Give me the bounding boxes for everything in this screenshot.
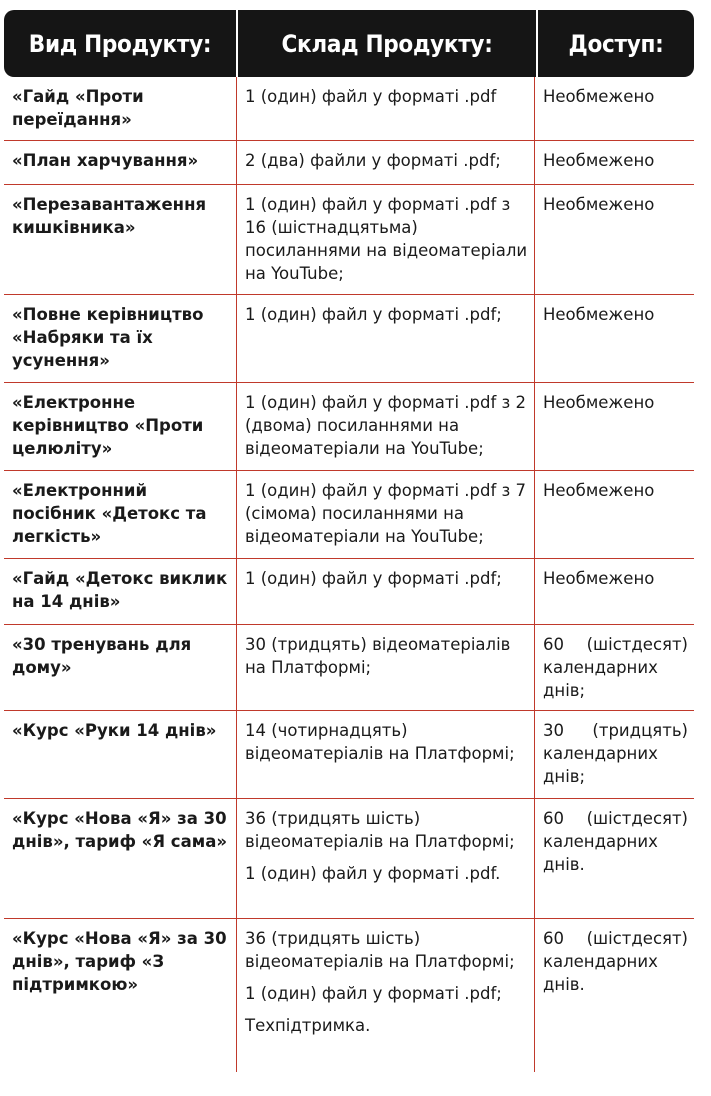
product-name-cell: «Курс «Руки 14 днів» (12, 721, 217, 740)
table-row (4, 383, 694, 471)
table-row (4, 295, 694, 383)
product-name-cell: «Курс «Нова «Я» за 30 днів», тариф «З підтримкою» (12, 929, 227, 994)
content-line: 1 (один) файл у форматі .pdf з 16 (шістнадцятьма) посиланнями на відеоматеріали на YouTube; (245, 195, 528, 283)
product-name-cell: «Повне керівництво «Набряки та їх усунення» (12, 305, 204, 370)
content-line: 1 (один) файл у форматі .pdf з 2 (двома) посиланнями на відеоматеріали на YouTube; (245, 393, 527, 458)
content-line: 30 (тридцять) відеоматеріалів на Платформі; (245, 635, 511, 677)
table-row (4, 919, 694, 1072)
content-line: 1 (один) файл у форматі .pdf; (245, 569, 502, 588)
product-content-cell (236, 919, 534, 1072)
product-content-cell (236, 625, 534, 710)
access-cell: Необмежено (534, 559, 694, 624)
access-cell: Необмежено (534, 383, 694, 470)
content-line: 14 (чотирнадцять) відеоматеріалів на Платформі; (245, 721, 515, 763)
product-content-cell (236, 471, 534, 558)
product-name-cell: «30 тренувань для дому» (12, 635, 192, 677)
product-name-cell: «Гайд «Проти переїдання» (12, 87, 144, 129)
product-content-cell (236, 295, 534, 382)
content-line: 36 (тридцять шість) відеоматеріалів на Платформі; (245, 809, 515, 851)
access-cell: Необмежено (534, 141, 694, 184)
access-cell: 60 (шістдесят) календарних днів. (534, 919, 694, 1072)
table-row (4, 471, 694, 559)
access-cell: 60 (шістдесят) календарних днів; (534, 625, 694, 710)
header-access: Доступ: (536, 10, 694, 77)
access-cell: Необмежено (534, 77, 694, 140)
header-product-content: Склад Продукту: (236, 10, 536, 77)
product-content-cell (236, 185, 534, 294)
table-body (4, 77, 694, 1072)
table-row (4, 77, 694, 141)
table-row (4, 799, 694, 919)
access-cell: Необмежено (534, 295, 694, 382)
content-line: 36 (тридцять шість) відеоматеріалів на Платформі; (245, 929, 515, 971)
content-line: Техпідтримка. (245, 1016, 371, 1035)
product-content-cell (236, 77, 534, 140)
product-name-cell: «Електронне керівництво «Проти целюліту» (12, 393, 204, 458)
content-line: 1 (один) файл у форматі .pdf з 7 (сімома) посиланнями на відеоматеріали на YouTube; (245, 481, 527, 546)
product-content-cell (236, 383, 534, 470)
product-content-cell (236, 799, 534, 918)
table-row (4, 711, 694, 799)
content-line: 1 (один) файл у форматі .pdf; (245, 984, 502, 1003)
access-cell: 60 (шістдесят) календарних днів. (534, 799, 694, 918)
access-cell: Необмежено (534, 185, 694, 294)
product-name-cell: «Перезавантаження кишківника» (12, 195, 207, 237)
product-name-cell: «Електронний посібник «Детокс та легкість» (12, 481, 207, 546)
product-content-cell (236, 141, 534, 184)
content-line: 1 (один) файл у форматі .pdf; (245, 305, 502, 324)
table-row (4, 185, 694, 295)
product-content-cell (236, 559, 534, 624)
access-cell: 30 (тридцять) календарних днів; (534, 711, 694, 798)
table-row (4, 559, 694, 625)
product-name-cell: «Гайд «Детокс виклик на 14 днів» (12, 569, 228, 611)
content-line: 2 (два) файли у форматі .pdf; (245, 151, 501, 170)
products-table (4, 10, 694, 1072)
product-name-cell: «План харчування» (12, 151, 199, 170)
product-name-cell: «Курс «Нова «Я» за 30 днів», тариф «Я сама» (12, 809, 227, 851)
product-content-cell (236, 711, 534, 798)
header-product-type: Вид Продукту: (28, 29, 212, 58)
access-cell: Необмежено (534, 471, 694, 558)
content-line: 1 (один) файл у форматі .pdf. (245, 864, 501, 883)
table-row (4, 141, 694, 185)
content-line: 1 (один) файл у форматі .pdf (245, 87, 497, 106)
table-header (4, 10, 694, 77)
table-row (4, 625, 694, 711)
